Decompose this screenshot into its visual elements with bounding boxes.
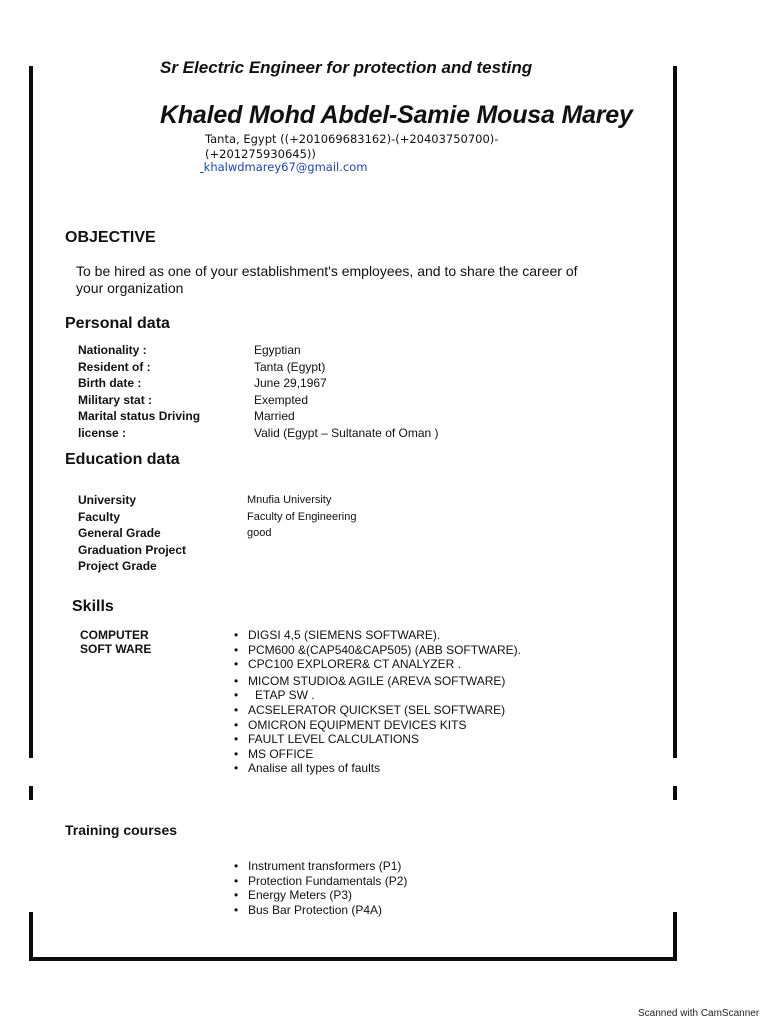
skill-item: • DIGSI 4,5 (SIEMENS SOFTWARE). [234,628,521,643]
skill-item: • MS OFFICE [234,747,521,762]
objective-line-1: To be hired as one of your establishment's employees, and to share the career of [76,263,578,279]
skill-item: • CPC100 EXPLORER& CT ANALYZER . [234,657,521,672]
skills-category [80,628,151,656]
left-border-lower [29,912,33,960]
contact-line-2: (+201275930645)) [205,147,316,161]
personal-data-heading: Personal data [65,315,170,332]
marital-value: Married [254,409,295,423]
scanner-watermark: Scanned with CamScanner [638,1008,760,1019]
skill-item: • OMICRON EQUIPMENT DEVICES KITS [234,718,521,733]
education-values [247,492,356,542]
left-border-upper [29,66,33,758]
license-value: Valid (Egypt – Sultanate of Oman ) [254,425,439,440]
left-border-tick [29,786,33,800]
objective-line-2: your organization [76,280,184,296]
personal-labels [78,342,200,441]
right-border-lower [673,912,677,960]
military-label: Military stat : [78,392,153,407]
skills-heading: Skills [72,598,114,615]
nationality-label: Nationality : [78,343,147,357]
grade-label: General Grade [78,526,161,540]
skill-item: • ETAP SW . [234,688,521,703]
right-border-tick [673,786,677,800]
birth-date-value: June 29,1967 [254,376,327,390]
project-grade-label: Project Grade [78,559,157,573]
contact-line-1: Tanta, Egypt ((+201069683162)-(+20403750700)- [205,132,499,146]
skills-category-line-2: SOFT WARE [80,642,152,656]
objective-heading: OBJECTIVE [65,229,156,246]
email-text: khalwdmarey67@gmail.com [203,160,368,174]
skills-category-line-1: COMPUTER [80,628,149,642]
training-item: • Instrument transformers (P1) [234,859,407,874]
education-heading: Education data [65,451,180,468]
university-value: Mnufia University [247,494,332,506]
candidate-name: Khaled Mohd Abdel-Samie Mousa Marey [160,101,633,129]
training-item: • Protection Fundamentals (P2) [234,874,407,889]
resident-value: Tanta (Egypt) [254,359,326,374]
grade-value: good [247,527,272,539]
skill-item: • FAULT LEVEL CALCULATIONS [234,732,521,747]
faculty-value: Faculty of Engineering [247,510,357,523]
job-title: Sr Electric Engineer for protection and testing [160,58,533,77]
objective-text [76,263,578,297]
resident-label: Resident of : [78,359,151,374]
nationality-value: Egyptian [254,343,301,357]
training-heading: Training courses [65,822,178,838]
birth-date-label: Birth date : [78,376,142,390]
right-border-upper [673,66,677,758]
training-item: • Bus Bar Protection (P4A) [234,903,407,918]
training-item: • Energy Meters (P3) [234,888,407,903]
university-label: University [78,493,137,507]
marital-label: Marital status Driving [78,409,201,423]
license-label: license : [78,425,127,440]
email-link[interactable] [200,160,367,174]
faculty-label: Faculty [78,509,121,524]
personal-values [254,342,439,441]
skill-item: • MICOM STUDIO& AGILE (AREVA SOFTWARE) [234,674,521,689]
skill-item: • Analise all types of faults [234,761,521,776]
education-labels [78,492,186,575]
military-value: Exempted [254,392,309,407]
project-label: Graduation Project [78,542,187,557]
skill-item: • PCM600 &(CAP540&CAP505) (ABB SOFTWARE). [234,643,521,658]
skill-item: • ACSELERATOR QUICKSET (SEL SOFTWARE) [234,703,521,718]
contact-phones [205,132,498,162]
training-list [234,859,407,917]
bottom-border [29,957,677,961]
skills-list [234,628,521,776]
